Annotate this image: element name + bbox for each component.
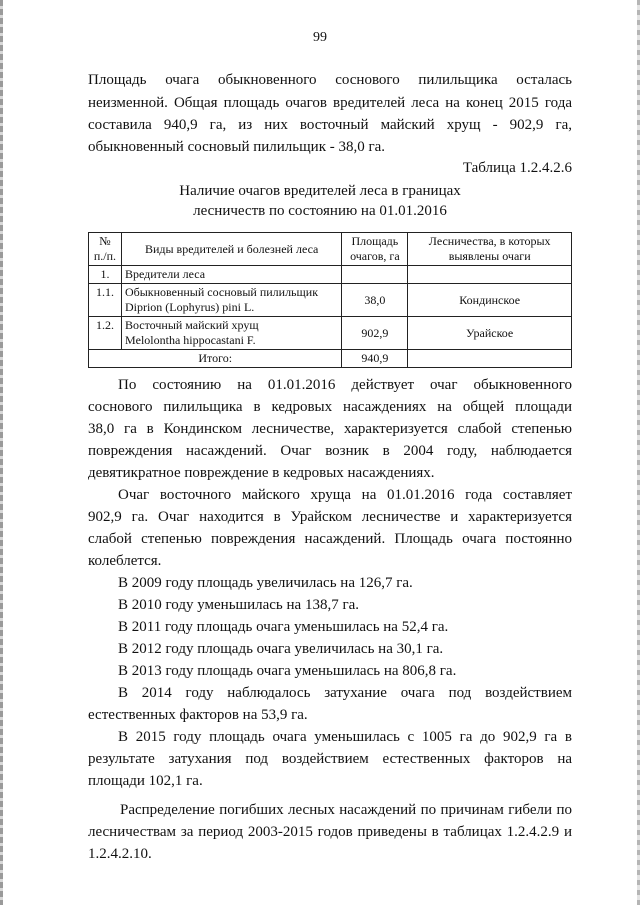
text-line: 38,0 га в Кондинском лесничестве, характеризуется слабой степенью — [88, 421, 572, 437]
table-header-row — [89, 233, 572, 266]
cell-forestry — [408, 266, 572, 284]
total-empty-cell — [408, 350, 572, 368]
table-row — [89, 266, 572, 284]
text-line: повреждения насаждений. Очаг возник в 2004 году, наблюдается — [88, 443, 572, 459]
total-label: Итого: — [89, 350, 342, 368]
text-line: соснового пилильщика в кедровых насаждениях на общей площади — [88, 399, 572, 415]
cell-name: Восточный майский хрущ Melolontha hippocastani F. — [121, 317, 341, 350]
text-line: В 2014 году наблюдалось затухание очага под воздействием — [118, 685, 572, 701]
table-row — [89, 317, 572, 350]
text-line: Распределение погибших лесных насаждений по причинам гибели по — [120, 802, 572, 818]
table-total-row — [89, 350, 572, 368]
cell-forestry: Кондинское — [408, 284, 572, 317]
text-line: В 2012 году площадь очага увеличилась на 30,1 га. — [118, 641, 444, 657]
text-line: В 2013 году площадь очага уменьшилась на 806,8 га. — [118, 663, 457, 679]
cell-num: 1. — [89, 266, 122, 284]
text-line: обыкновенный сосновый пилильщик - 38,0 га. — [88, 139, 386, 155]
text-line: результате затухания под воздействием естественных факторов на — [88, 751, 572, 767]
scan-edge-left — [0, 0, 3, 905]
text-line: В 2009 году площадь увеличилась на 126,7 га. — [118, 575, 413, 591]
text-line: площади 102,1 га. — [88, 773, 203, 789]
table-caption: Таблица 1.2.4.2.6 — [462, 160, 572, 176]
table-row — [89, 284, 572, 317]
pest-foci-table — [88, 232, 572, 368]
cell-area — [342, 266, 408, 284]
cell-num: 1.2. — [89, 317, 122, 350]
text-line: колеблется. — [88, 553, 162, 569]
text-line: естественных факторов на 53,9 га. — [88, 707, 308, 723]
table-title-line: Наличие очагов вредителей леса в границах — [179, 183, 461, 199]
text-line: В 2011 году площадь очага уменьшилась на 52,4 га. — [118, 619, 449, 635]
text-line: В 2015 году площадь очага уменьшилась с 1005 га до 902,9 га в — [118, 729, 572, 745]
page-number: 99 — [313, 30, 327, 45]
text-line: Площадь очага обыкновенного соснового пилильщика осталась — [88, 72, 572, 88]
text-line: Очаг восточного майского хруща на 01.01.2016 года составляет — [118, 487, 572, 503]
text-line: По состоянию на 01.01.2016 действует очаг обыкновенного — [118, 377, 572, 393]
text-line: лесничествам за период 2003-2015 годов приведены в таблицах 1.2.4.2.9 и — [88, 824, 572, 840]
header-forestry: Лесничества, в которых выявлены очаги — [408, 233, 572, 266]
cell-area: 38,0 — [342, 284, 408, 317]
cell-forestry: Урайское — [408, 317, 572, 350]
cell-name: Обыкновенный сосновый пилильщик Diprion (Lophyrus) pini L. — [121, 284, 341, 317]
text-line: 902,9 га. Очаг находится в Урайском лесничестве и характеризуется — [88, 509, 572, 525]
cell-num: 1.1. — [89, 284, 122, 317]
cell-area: 902,9 — [342, 317, 408, 350]
text-line: составила 940,9 га, из них восточный майский хрущ - 902,9 га, — [88, 117, 572, 133]
header-type: Виды вредителей и болезней леса — [121, 233, 341, 266]
text-line: неизменной. Общая площадь очагов вредителей леса на конец 2015 года — [88, 95, 572, 111]
header-area: Площадь очагов, га — [342, 233, 408, 266]
total-value: 940,9 — [342, 350, 408, 368]
text-line: слабой степенью повреждения насаждений. Площадь очага постоянно — [88, 531, 572, 547]
header-num: № п./п. — [89, 233, 122, 266]
text-line: 1.2.4.2.10. — [88, 846, 152, 862]
text-line: В 2010 году уменьшилась на 138,7 га. — [118, 597, 360, 613]
table-title-line: лесничеств по состоянию на 01.01.2016 — [193, 203, 447, 219]
cell-name: Вредители леса — [121, 266, 341, 284]
text-line: девятикратное повреждение в кедровых насаждениях. — [88, 465, 435, 481]
